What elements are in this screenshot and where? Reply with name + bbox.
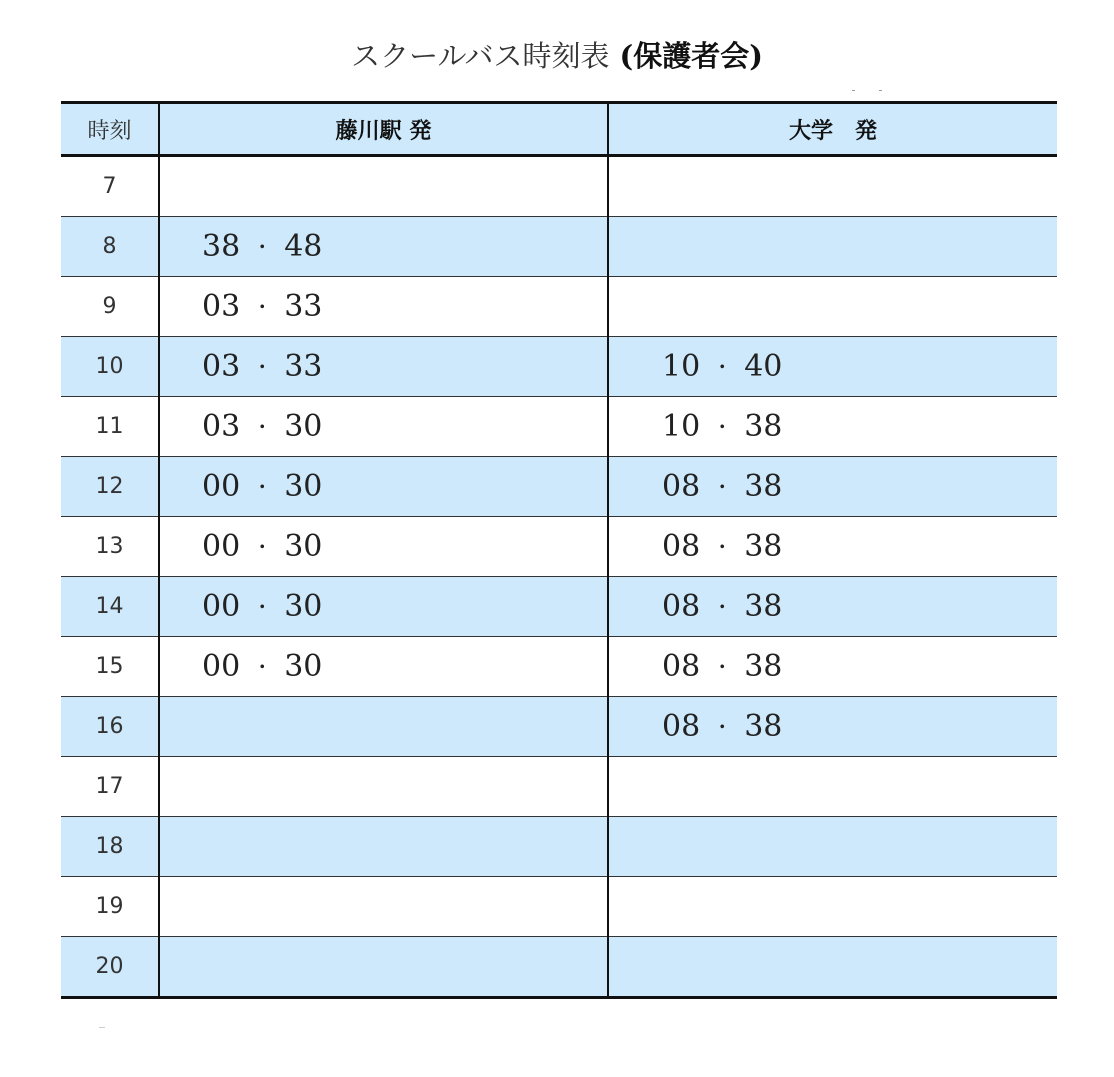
departure-1-cell <box>159 937 608 998</box>
departure-minute: 38 <box>744 409 783 444</box>
departure-1-cell <box>159 277 608 337</box>
table-row <box>61 937 1057 998</box>
hour-cell: 19 <box>61 877 159 937</box>
header-departure-1: 藤川駅 発 <box>159 103 608 156</box>
time-separator: ・ <box>712 714 733 739</box>
decorative-speck <box>852 90 882 92</box>
hour-cell: 18 <box>61 817 159 877</box>
timetable <box>61 101 1057 999</box>
departure-minute: 00 <box>202 469 241 504</box>
time-separator: ・ <box>252 654 273 679</box>
time-separator: ・ <box>252 474 273 499</box>
departure-minute: 03 <box>202 349 241 384</box>
hour-cell: 11 <box>61 397 159 457</box>
table-row <box>61 637 1057 697</box>
table-row <box>61 277 1057 337</box>
departure-minute: 08 <box>662 649 701 684</box>
departure-minute: 03 <box>202 289 241 324</box>
table-row <box>61 457 1057 517</box>
departure-2-cell <box>608 457 1057 517</box>
departure-1-cell <box>159 817 608 877</box>
departure-minute: 00 <box>202 589 241 624</box>
header-departure-2: 大学 発 <box>608 103 1057 156</box>
departure-minute: 33 <box>284 349 323 384</box>
departure-minute: 30 <box>284 589 323 624</box>
departure-minute: 48 <box>284 229 323 264</box>
departure-1-cell <box>159 877 608 937</box>
departure-minute: 10 <box>662 349 701 384</box>
table-row <box>61 577 1057 637</box>
table-row <box>61 397 1057 457</box>
departure-minute: 33 <box>284 289 323 324</box>
table-row <box>61 877 1057 937</box>
departure-minute: 10 <box>662 409 701 444</box>
departure-2-cell <box>608 877 1057 937</box>
header-hour: 時刻 <box>61 103 159 156</box>
title-sub: (保護者会) <box>619 39 763 73</box>
departure-2-cell <box>608 156 1057 217</box>
time-separator: ・ <box>252 234 273 259</box>
departure-minute: 38 <box>744 469 783 504</box>
departure-1-cell <box>159 637 608 697</box>
departure-minute: 30 <box>284 409 323 444</box>
time-separator: ・ <box>712 354 733 379</box>
time-separator: ・ <box>252 294 273 319</box>
hour-cell: 17 <box>61 757 159 817</box>
departure-2-cell <box>608 817 1057 877</box>
page-title <box>0 36 1114 76</box>
departure-minute: 38 <box>744 649 783 684</box>
hour-cell: 14 <box>61 577 159 637</box>
hour-cell: 13 <box>61 517 159 577</box>
table-row <box>61 217 1057 277</box>
table-row <box>61 156 1057 217</box>
time-separator: ・ <box>252 534 273 559</box>
departure-2-cell <box>608 517 1057 577</box>
hour-cell: 7 <box>61 156 159 217</box>
hour-cell: 16 <box>61 697 159 757</box>
departure-minute: 40 <box>744 349 783 384</box>
hour-cell: 9 <box>61 277 159 337</box>
hour-cell: 8 <box>61 217 159 277</box>
departure-1-cell <box>159 757 608 817</box>
departure-1-cell <box>159 217 608 277</box>
departure-minute: 38 <box>744 709 783 744</box>
departure-1-cell <box>159 397 608 457</box>
departure-minute: 30 <box>284 469 323 504</box>
departure-1-cell <box>159 457 608 517</box>
departure-1-cell <box>159 697 608 757</box>
table-row <box>61 697 1057 757</box>
departure-minute: 03 <box>202 409 241 444</box>
departure-minute: 00 <box>202 649 241 684</box>
departure-2-cell <box>608 937 1057 998</box>
departure-minute: 08 <box>662 709 701 744</box>
departure-1-cell <box>159 156 608 217</box>
table-row <box>61 757 1057 817</box>
hour-cell: 15 <box>61 637 159 697</box>
departure-2-cell <box>608 637 1057 697</box>
table-row <box>61 517 1057 577</box>
departure-2-cell <box>608 217 1057 277</box>
decorative-mark <box>99 1027 105 1028</box>
time-separator: ・ <box>712 654 733 679</box>
departure-2-cell <box>608 397 1057 457</box>
hour-cell: 20 <box>61 937 159 998</box>
hour-cell: 10 <box>61 337 159 397</box>
departure-2-cell <box>608 757 1057 817</box>
departure-minute: 08 <box>662 469 701 504</box>
departure-1-cell <box>159 577 608 637</box>
departure-minute: 30 <box>284 529 323 564</box>
time-separator: ・ <box>712 474 733 499</box>
header-row <box>61 103 1057 156</box>
departure-minute: 38 <box>744 529 783 564</box>
time-separator: ・ <box>712 594 733 619</box>
departure-2-cell <box>608 697 1057 757</box>
time-separator: ・ <box>252 354 273 379</box>
time-separator: ・ <box>712 414 733 439</box>
time-separator: ・ <box>252 414 273 439</box>
departure-minute: 08 <box>662 529 701 564</box>
departure-minute: 08 <box>662 589 701 624</box>
departure-minute: 38 <box>202 229 241 264</box>
time-separator: ・ <box>712 534 733 559</box>
time-separator: ・ <box>252 594 273 619</box>
departure-2-cell <box>608 577 1057 637</box>
title-main: スクールバス時刻表 <box>351 39 610 73</box>
departure-2-cell <box>608 277 1057 337</box>
departure-minute: 00 <box>202 529 241 564</box>
timetable-body <box>61 156 1057 998</box>
table-row <box>61 337 1057 397</box>
departure-1-cell <box>159 517 608 577</box>
hour-cell: 12 <box>61 457 159 517</box>
departure-1-cell <box>159 337 608 397</box>
table-row <box>61 817 1057 877</box>
departure-minute: 30 <box>284 649 323 684</box>
departure-minute: 38 <box>744 589 783 624</box>
departure-2-cell <box>608 337 1057 397</box>
